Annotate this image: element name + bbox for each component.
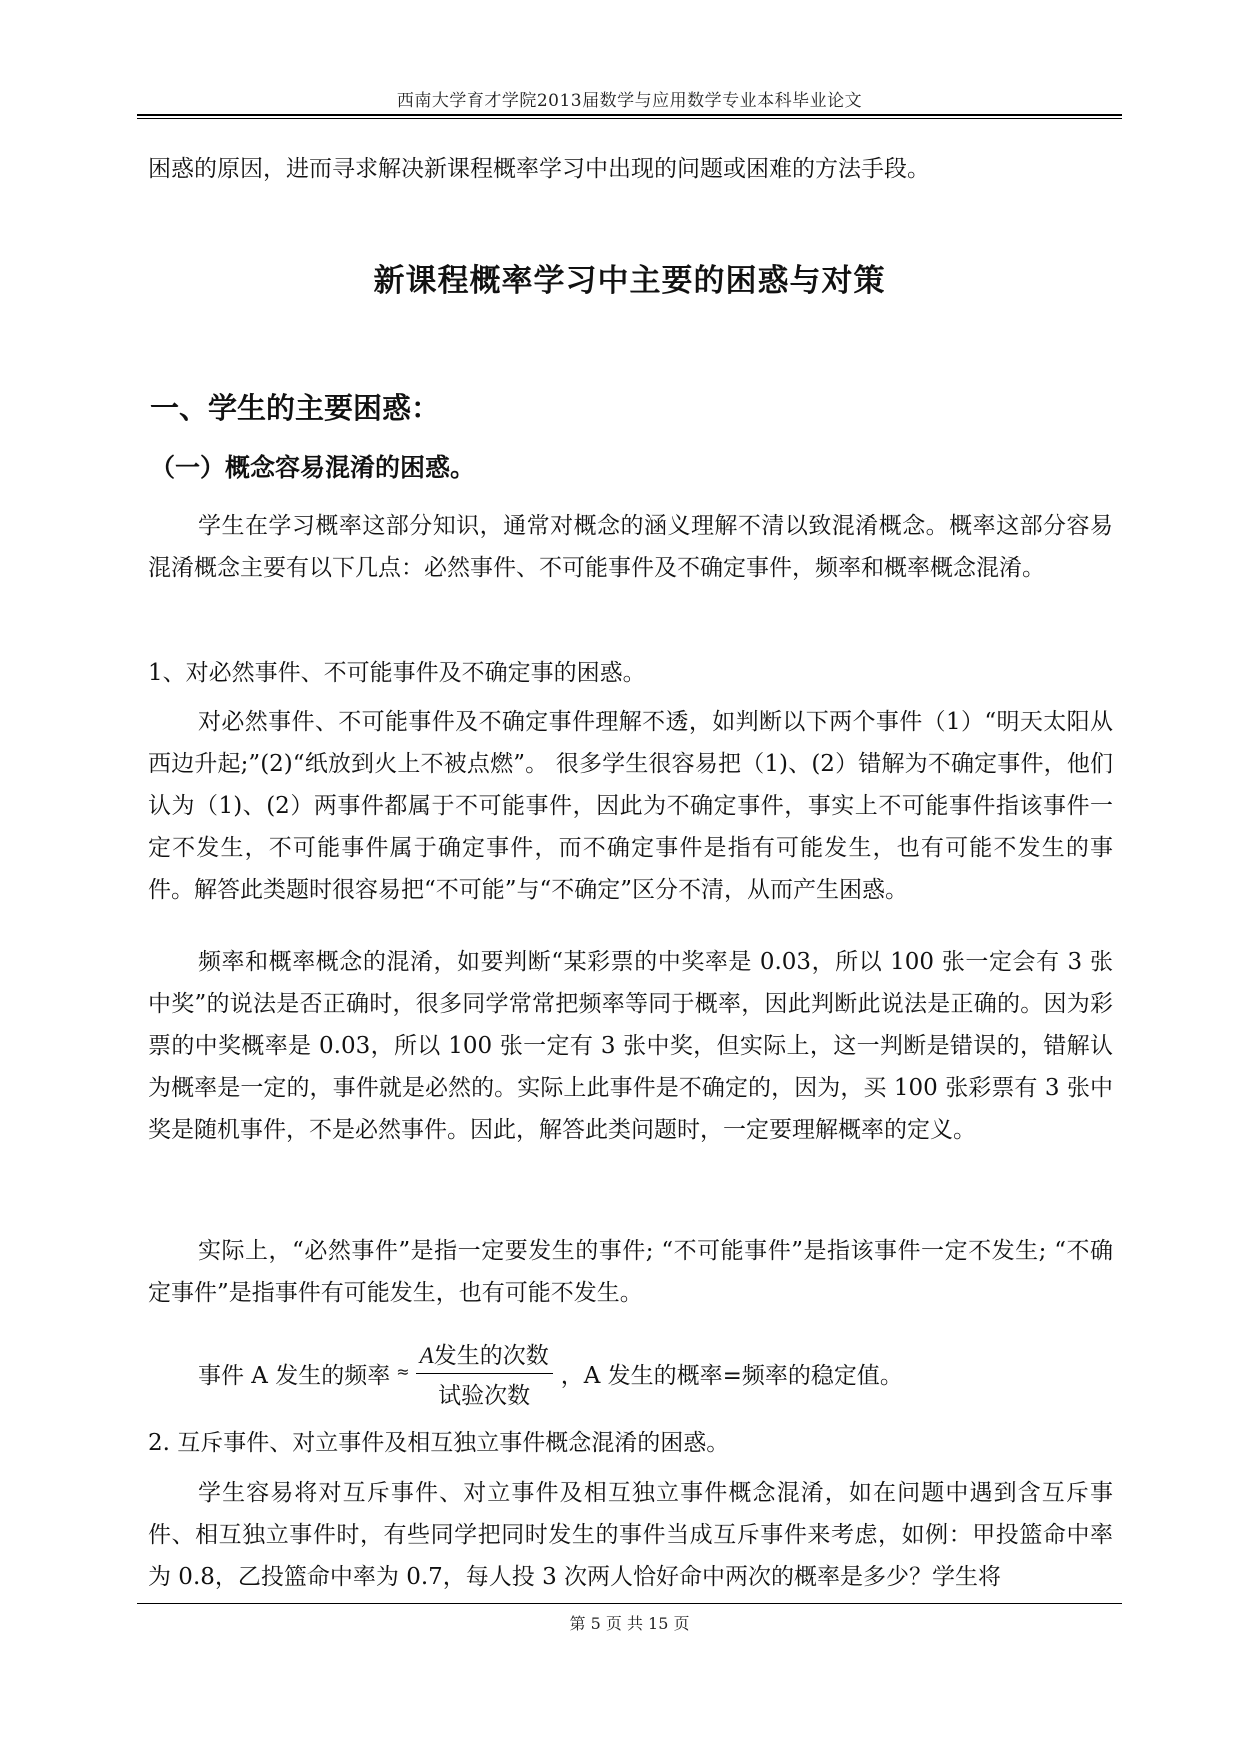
fraction-denominator: 试验次数 bbox=[438, 1382, 531, 1409]
formula-suffix: ，A 发生的概率=频率的稳定值。 bbox=[560, 1362, 903, 1389]
page-number: 第 5 页 共 15 页 bbox=[569, 1614, 690, 1633]
fraction bbox=[416, 1337, 553, 1410]
frequency-formula bbox=[198, 1338, 903, 1408]
paragraph-5: 学生容易将对互斥事件、对立事件及相互独立事件概念混淆，如在问题中遇到含互斥事件、相互独立事件时，有些同学把同时发生的事件当成互斥事件来考虑，如例：甲投篮命中率为 0.8，乙投篮命中率为 0.7，每人投 3 次两人恰好命中两次的概率是多少？学生将 bbox=[148, 1480, 1113, 1590]
approx-symbol: ≈ bbox=[396, 1361, 410, 1381]
header-rule bbox=[137, 114, 1122, 116]
section-heading: 一、学生的主要困惑： bbox=[150, 391, 441, 425]
subsection-heading: （一）概念容易混淆的困惑。 bbox=[150, 453, 476, 482]
paragraph-4: 实际上，“必然事件”是指一定要发生的事件; “不可能事件”是指该事件一定不发生; “不确定事件”是指事件有可能发生，也有可能不发生。 bbox=[148, 1238, 1113, 1306]
paragraph-2: 对必然事件、不可能事件及不确定事件理解不透，如判断以下两个事件（1）“明天太阳从西边升起;”(2)“纸放到火上不被点燃”。 很多学生很容易把（1)、(2）错解为不确定事件，他们认为（1)、(2）两事件都属于不可能事件，因此为不确定事件，事实上不可能事件指该事件一定不发生，不可能事件属于确定事件，而不确定事件是指有可能发生，也有可能不发生的事件。解答此类题时很容易把“不可能”与“不确定”区分不清，从而产生困惑。 bbox=[148, 709, 1113, 903]
fraction-numerator: A发生的次数 bbox=[416, 1337, 553, 1374]
header-rule-thin bbox=[137, 118, 1122, 119]
page-title: 新课程概率学习中主要的困惑与对策 bbox=[373, 263, 886, 299]
list-item-2: 2. 互斥事件、对立事件及相互独立事件概念混淆的困惑。 bbox=[148, 1430, 730, 1456]
paragraph-1: 学生在学习概率这部分知识，通常对概念的涵义理解不清以致混淆概念。概率这部分容易混淆概念主要有以下几点：必然事件、不可能事件及不确定事件，频率和概率概念混淆。 bbox=[148, 513, 1113, 581]
footer-rule bbox=[137, 1603, 1122, 1604]
paragraph-3: 频率和概率概念的混淆，如要判断“某彩票的中奖率是 0.03，所以 100 张一定会有 3 张中奖”的说法是否正确时，很多同学常常把频率等同于概率，因此判断此说法是正确的。因为彩票的中奖概率是 0.03，所以 100 张一定有 3 张中奖，但实际上，这一判断是错误的，错解认为概率是一定的，事件就是必然的。实际上此事件是不确定的，因为，买 100 张彩票有 3 张中奖是随机事件，不是必然事件。因此，解答此类问题时，一定要理解概率的定义。 bbox=[148, 949, 1113, 1143]
running-header: 西南大学育才学院2013届数学与应用数学专业本科毕业论文 bbox=[396, 91, 863, 111]
formula-prefix: 事件 A 发生的频率 bbox=[198, 1362, 391, 1389]
intro-paragraph: 困惑的原因，进而寻求解决新课程概率学习中出现的问题或困难的方法手段。 bbox=[148, 156, 930, 182]
list-item-1: 1、对必然事件、不可能事件及不确定事的困惑。 bbox=[148, 660, 646, 686]
